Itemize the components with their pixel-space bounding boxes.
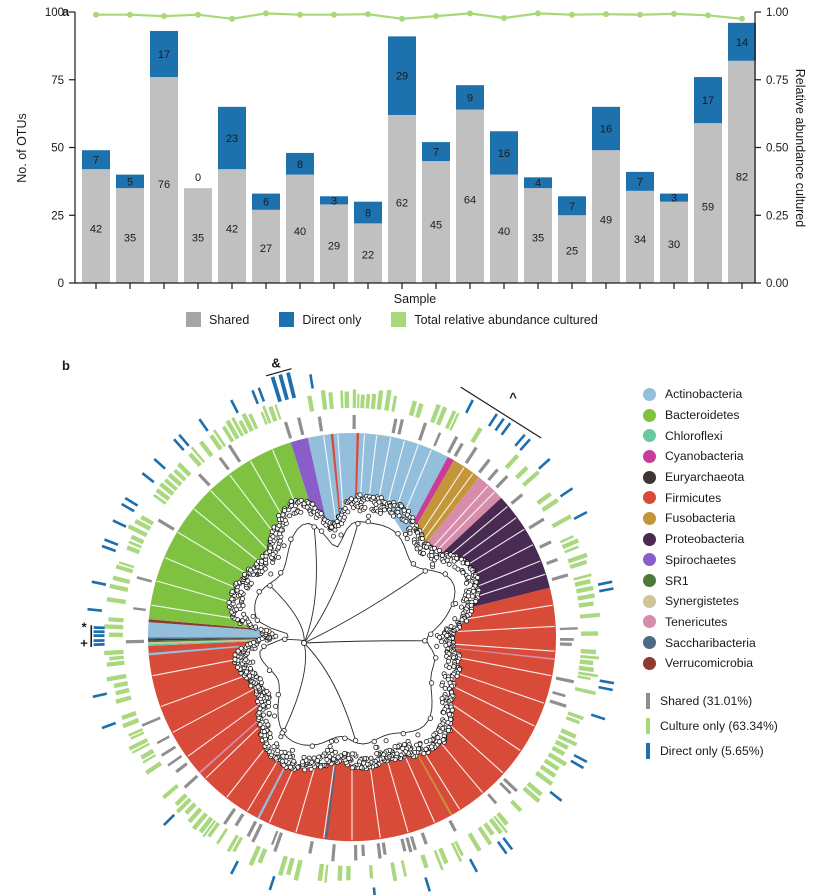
phylum-color-dot <box>643 471 656 484</box>
bar-sample <box>456 85 484 283</box>
left-axis-tick-label: 0 <box>57 278 64 290</box>
bar-sample <box>388 36 416 283</box>
bar-shared-value: 40 <box>293 225 307 238</box>
bar-direct-value: 17 <box>157 49 171 62</box>
bar-chart-legend <box>186 312 598 327</box>
bar-sample <box>218 107 246 283</box>
annotation-symbol: & <box>271 355 281 371</box>
ring-color-swatch <box>646 718 650 734</box>
phylum-legend-item <box>643 550 756 571</box>
abundance-point <box>195 12 201 18</box>
phylum-color-dot <box>643 595 656 608</box>
phylum-legend-item <box>643 632 756 653</box>
bar-shared-value: 30 <box>667 238 681 251</box>
bar-shared-value: 42 <box>225 223 239 236</box>
phylum-name: Proteobacteria <box>665 532 745 547</box>
abundance-point <box>569 12 575 18</box>
abundance-point <box>263 10 269 16</box>
annotation-symbol: + <box>80 635 88 651</box>
bar-sample <box>490 131 518 283</box>
bar-shared-value: 45 <box>429 219 443 232</box>
phylum-name: Chloroflexi <box>665 428 723 443</box>
bar-sample <box>184 172 212 283</box>
bar-shared-value: 42 <box>89 223 103 236</box>
abundance-point <box>399 16 405 22</box>
phylum-color-dot <box>643 553 656 566</box>
bar-sample <box>116 175 144 283</box>
bar-sample <box>82 150 110 283</box>
phylum-name: Bacteroidetes <box>665 408 740 423</box>
ring-color-swatch <box>646 743 650 759</box>
abundance-point <box>297 12 303 18</box>
x-axis-title: Sample <box>393 292 437 306</box>
phylum-name: Cyanobacteria <box>665 449 744 464</box>
phylum-legend-item <box>643 487 756 508</box>
phylum-color-dot <box>643 491 656 504</box>
ring-legend-label: Culture only (63.34%) <box>660 718 778 733</box>
abundance-point <box>229 16 235 22</box>
bar-direct-value: 14 <box>735 36 749 49</box>
abundance-point <box>739 16 745 22</box>
phylum-legend-item <box>643 425 756 446</box>
bar-sample <box>286 153 314 283</box>
phylum-wedges <box>148 433 556 841</box>
phylum-color-dot <box>643 533 656 546</box>
phylum-legend-item <box>643 653 756 674</box>
bar-direct-value: 7 <box>636 176 644 189</box>
bar-direct-value: 0 <box>194 172 202 185</box>
bar-direct-value: 29 <box>395 70 409 83</box>
legend-label: Total relative abundance cultured <box>414 312 598 327</box>
ring-legend-label: Shared (31.01%) <box>660 693 753 708</box>
abundance-point <box>365 11 371 17</box>
legend-label: Direct only <box>302 312 362 327</box>
phylum-color-dot <box>643 657 656 670</box>
bar-shared-value: 35 <box>123 232 137 245</box>
bar-sample <box>150 31 178 283</box>
phylum-name: Firmicutes <box>665 490 722 505</box>
legend-swatch <box>391 312 406 327</box>
bar-shared-value: 35 <box>531 232 545 245</box>
bar-direct-value: 9 <box>466 92 474 105</box>
abundance-point <box>127 12 133 18</box>
panel-b-label: b <box>62 358 70 373</box>
ring-legend <box>646 688 778 763</box>
abundance-point <box>161 13 167 19</box>
abundance-point <box>331 12 337 18</box>
abundance-point <box>535 10 541 16</box>
phylum-color-dot <box>643 429 656 442</box>
caret-marker-line <box>461 387 541 438</box>
right-axis-tick-label: 1.00 <box>766 7 789 19</box>
ring-legend-label: Direct only (5.65%) <box>660 743 764 758</box>
bar-sample <box>660 193 688 283</box>
bar-sample <box>626 172 654 283</box>
bar-sample <box>694 77 722 283</box>
abundance-point <box>603 11 609 17</box>
phylo-root <box>80 355 614 895</box>
bar-direct-value: 23 <box>225 133 239 146</box>
phylum-name: SR1 <box>665 573 689 588</box>
ring-color-swatch <box>646 693 650 709</box>
bar-chart-root <box>45 7 789 290</box>
bar-shared-value: 25 <box>565 245 579 258</box>
right-axis-tick-label: 0.00 <box>766 278 789 290</box>
abundance-point <box>705 12 711 18</box>
abundance-point <box>671 11 677 17</box>
bar-shared-value: 76 <box>157 179 171 192</box>
bar-sample <box>252 194 280 283</box>
panel-a-label: a <box>62 4 70 19</box>
annotation-symbol: ^ <box>509 390 517 406</box>
phylum-color-dot <box>643 636 656 649</box>
bar-shared-value: 27 <box>259 242 273 255</box>
left-axis-tick-label: 50 <box>51 142 64 155</box>
bar-direct-value: 17 <box>701 95 715 108</box>
bar-shared-value: 34 <box>633 233 647 246</box>
legend-item <box>391 312 597 327</box>
left-axis-tick-label: 75 <box>51 74 64 87</box>
bar-sample <box>524 177 552 283</box>
bar-direct-value: 16 <box>497 147 511 160</box>
bar-shared-value: 82 <box>735 171 749 184</box>
phylum-name: Euryarchaeota <box>665 470 745 485</box>
abundance-point <box>637 12 643 18</box>
legend-item <box>279 312 361 327</box>
bar-direct-value: 8 <box>364 207 372 220</box>
phylum-legend-item <box>643 529 756 550</box>
bar-shared-value: 40 <box>497 225 511 238</box>
ring-legend-item <box>646 688 778 713</box>
phylum-name: Saccharibacteria <box>665 635 756 650</box>
phylum-legend-item <box>643 446 756 467</box>
bar-sample <box>422 142 450 283</box>
bar-direct-value: 6 <box>262 196 270 209</box>
phylum-name: Spirochaetes <box>665 552 737 567</box>
bar-direct-value: 7 <box>568 200 576 213</box>
bar-shared-value: 62 <box>395 197 409 210</box>
bar-sample <box>320 195 348 283</box>
bar-shared-value: 35 <box>191 232 205 245</box>
abundance-point <box>433 13 439 19</box>
phylum-legend-item <box>643 405 756 426</box>
legend-swatch <box>186 312 201 327</box>
bar-direct-value: 3 <box>670 192 678 205</box>
bar-direct-value: 4 <box>534 177 542 190</box>
left-axis-tick-label: 100 <box>44 7 64 19</box>
phylum-name: Actinobacteria <box>665 387 743 402</box>
right-axis-tick-label: 0.50 <box>766 142 789 155</box>
bar-sample <box>592 107 620 283</box>
phylum-legend-item <box>643 570 756 591</box>
bar-direct-value: 3 <box>330 195 338 208</box>
left-axis-tick-label: 25 <box>51 210 64 223</box>
bar-shared-value: 22 <box>361 249 375 262</box>
right-axis-title: Relative abundance cultured <box>793 68 807 228</box>
bar-shared-value: 64 <box>463 194 477 207</box>
bar-shared-value: 59 <box>701 201 715 214</box>
phylum-color-dot <box>643 574 656 587</box>
bar-direct-value: 16 <box>599 123 613 136</box>
phylum-name: Verrucomicrobia <box>665 656 754 671</box>
bar-direct-value: 8 <box>296 158 304 171</box>
phylum-color-dot <box>643 615 656 628</box>
bar-direct-value: 5 <box>126 176 134 189</box>
bar-shared-value: 49 <box>599 214 613 227</box>
phylum-legend-item <box>643 612 756 633</box>
bar-sample <box>728 23 756 283</box>
phylum-legend-item <box>643 591 756 612</box>
abundance-point <box>501 15 507 21</box>
phylum-legend-item <box>643 384 756 405</box>
tree-root-node <box>301 640 306 645</box>
abundance-point <box>467 10 473 16</box>
phylum-color-dot <box>643 388 656 401</box>
phylum-name: Tenericutes <box>665 614 728 629</box>
phylum-color-dot <box>643 409 656 422</box>
abundance-line <box>96 13 742 18</box>
annotation-symbol: * <box>81 619 87 635</box>
bar-sample <box>354 202 382 283</box>
left-axis-title: No. of OTUs <box>15 113 29 183</box>
abundance-point <box>93 12 99 18</box>
legend-swatch <box>279 312 294 327</box>
phylum-legend-item <box>643 508 756 529</box>
legend-label: Shared <box>209 312 250 327</box>
phylum-legend-item <box>643 467 756 488</box>
right-axis-tick-label: 0.25 <box>766 210 789 223</box>
bar-sample <box>558 196 586 283</box>
phyla-legend <box>643 384 756 674</box>
right-axis-tick-label: 0.75 <box>766 74 789 87</box>
phylum-name: Synergistetes <box>665 594 739 609</box>
bar-shared-value: 29 <box>327 240 341 253</box>
bar-direct-value: 7 <box>432 146 440 159</box>
ring-legend-item <box>646 713 778 738</box>
phylum-color-dot <box>643 512 656 525</box>
phylum-name: Fusobacteria <box>665 511 736 526</box>
ring-legend-item <box>646 738 778 763</box>
phylum-color-dot <box>643 450 656 463</box>
legend-item <box>186 312 249 327</box>
bar-direct-value: 7 <box>92 154 100 167</box>
